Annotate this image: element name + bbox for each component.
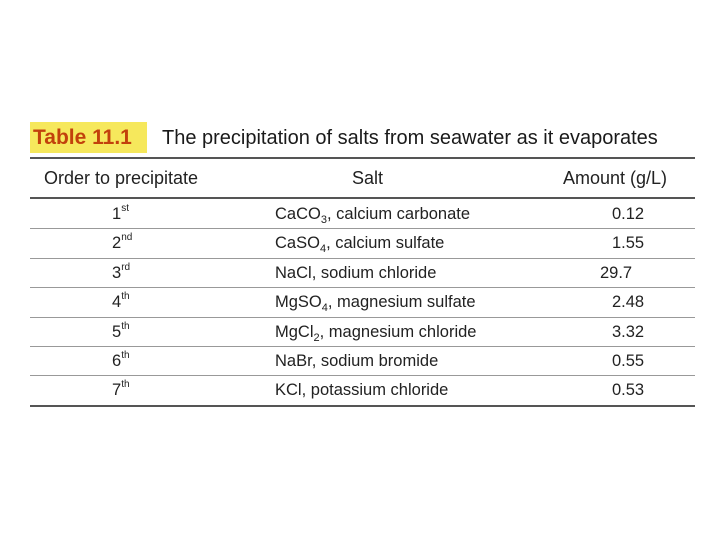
- table-figure: [30, 122, 695, 413]
- salt-name: , potassium chloride: [301, 381, 449, 400]
- order-cell: [112, 381, 142, 400]
- header-amount: Amount (g/L): [563, 168, 668, 188]
- order-cell: [112, 234, 142, 253]
- salt-formula: CaCO: [275, 205, 321, 223]
- salt-formula-subscript: 4: [319, 243, 327, 256]
- salt-name: , magnesium sulfate: [327, 293, 476, 312]
- amount-cell: 1.55: [612, 234, 645, 253]
- order-number: 7: [112, 381, 122, 400]
- amount-cell: 2.48: [612, 293, 645, 312]
- table-row: [30, 318, 695, 347]
- salt-formula: NaBr: [275, 352, 312, 370]
- salt-name: , sodium chloride: [311, 263, 437, 282]
- order-cell: [112, 261, 142, 283]
- order-number: 2: [112, 234, 122, 253]
- salt-name: , sodium bromide: [311, 352, 439, 370]
- header-salt: Salt: [352, 168, 384, 188]
- bottom-rule: [30, 405, 695, 407]
- salt-cell: [275, 205, 470, 224]
- salt-formula-subscript: 2: [313, 331, 320, 344]
- order-suffix: nd: [121, 232, 133, 244]
- table-row: [30, 288, 695, 317]
- order-suffix: th: [121, 320, 130, 332]
- salt-cell: [275, 264, 436, 283]
- order-suffix: st: [121, 203, 129, 214]
- amount-cell: 3.32: [612, 322, 645, 341]
- table-label-highlight: [30, 122, 147, 153]
- table-caption: [30, 122, 695, 155]
- amount-cell: 29.7: [600, 263, 633, 282]
- table-row: [30, 200, 695, 229]
- order-number: 6: [112, 352, 122, 370]
- salt-formula: KCl: [275, 381, 302, 400]
- salt-cell: [275, 323, 476, 342]
- salt-formula: NaCl: [275, 263, 312, 282]
- salt-cell: [275, 293, 476, 315]
- salt-formula: CaSO: [275, 234, 320, 253]
- order-suffix: th: [121, 350, 130, 361]
- header-order: Order to precipitate: [44, 168, 199, 188]
- salt-name: , calcium sulfate: [326, 234, 445, 253]
- table-title: The precipitation of salts from seawater as it evaporates: [162, 127, 658, 149]
- table-row: [30, 259, 695, 288]
- amount-cell: 0.12: [612, 205, 645, 223]
- salt-formula: MgCl: [275, 322, 314, 341]
- top-rule: [30, 157, 695, 159]
- table-row: [30, 347, 695, 376]
- order-cell: [112, 320, 142, 342]
- table-row: [30, 229, 695, 258]
- salt-name: , magnesium chloride: [319, 322, 477, 341]
- salt-cell: [275, 381, 448, 400]
- order-number: 5: [112, 322, 122, 341]
- amount-cell: 0.55: [612, 352, 645, 370]
- order-suffix: th: [121, 291, 130, 303]
- header-rule: [30, 197, 695, 199]
- order-number: 4: [112, 293, 122, 312]
- table-label: Table 11.1: [33, 126, 132, 149]
- order-suffix: th: [121, 379, 130, 391]
- salt-name: , calcium carbonate: [326, 205, 471, 223]
- order-cell: [112, 293, 142, 312]
- salt-formula: MgSO: [275, 293, 322, 312]
- amount-cell: 0.53: [612, 381, 645, 400]
- table-row: [30, 376, 695, 405]
- salt-formula-subscript: 4: [321, 302, 328, 315]
- order-number: 1: [112, 205, 122, 223]
- salt-cell: [275, 234, 445, 256]
- salt-formula-subscript: 3: [320, 214, 327, 226]
- order-cell: [112, 352, 142, 371]
- order-suffix: rd: [121, 261, 131, 273]
- order-cell: [112, 205, 142, 224]
- salt-cell: [275, 352, 438, 371]
- order-number: 3: [112, 263, 122, 282]
